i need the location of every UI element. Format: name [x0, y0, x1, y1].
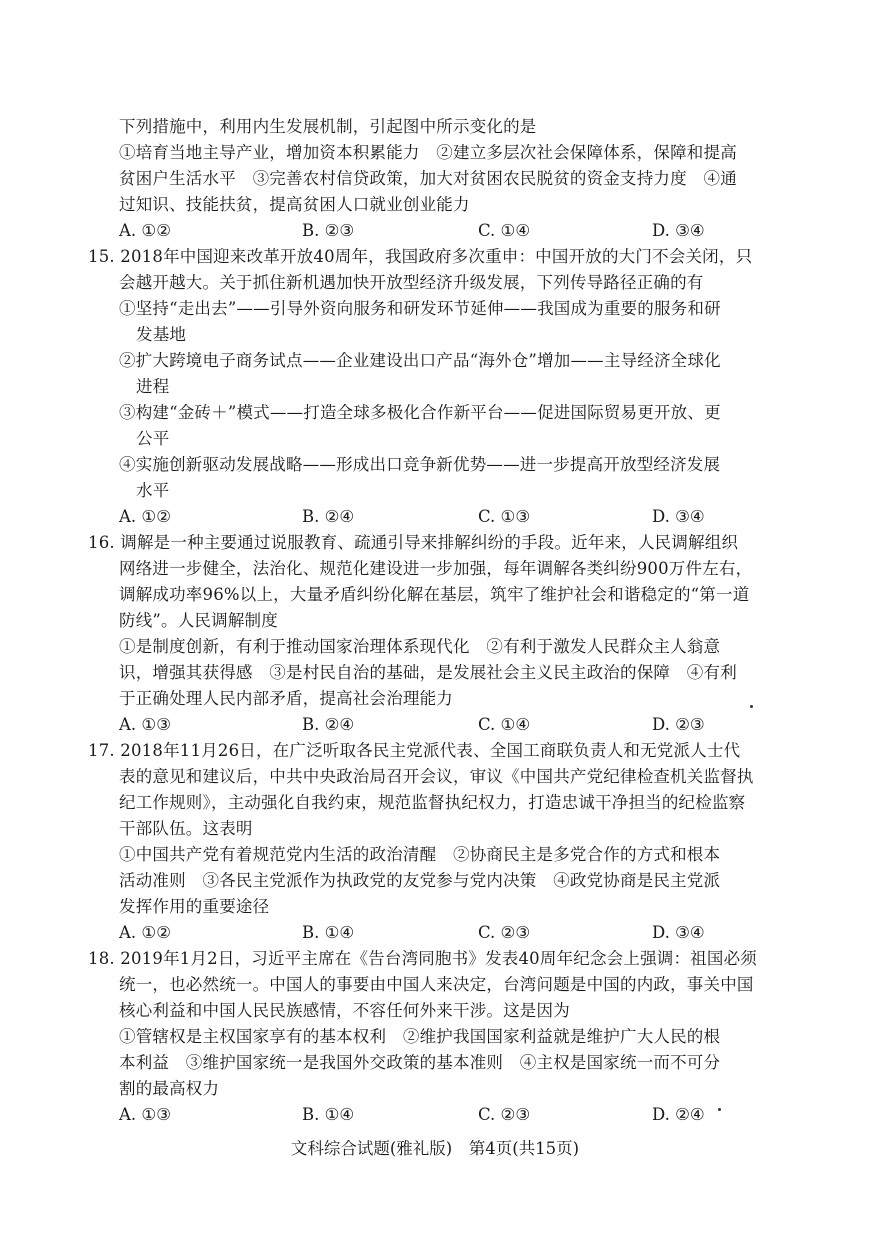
option-c: C. ②③ [478, 923, 531, 942]
option-b: B. ①④ [302, 923, 355, 942]
q14-choices-line: ①培育当地主导产业，增加资本积累能力 ②建立多层次社会保障体系，保障和提高 [119, 143, 737, 162]
q18-choices-line: ①管辖权是主权国家享有的基本权利 ②维护我国国家利益就是维护广大人民的根 [119, 1027, 721, 1046]
q16-stem: 网络进一步健全，法治化、规范化建设进一步加强，每年调解各类纠纷900万件左右， [119, 559, 753, 578]
option-b: B. ②④ [302, 715, 355, 734]
q16-stem: 16. 调解是一种主要通过说服教育、疏通引导来排解纠纷的手段。近年来，人民调解组织 [88, 533, 739, 552]
page-footer: 文科综合试题(雅礼版) 第4页(共15页) [290, 1139, 580, 1158]
q14-choices-line: 贫困户生活水平 ③完善农村信贷政策，加大对贫困农民脱贫的资金支持力度 ④通 [119, 169, 737, 188]
q15-choice: 水平 [136, 481, 170, 500]
option-a: A. ①③ [119, 1105, 171, 1124]
q15-choice: 公平 [136, 429, 170, 448]
q15-options [0, 504, 870, 530]
option-a: A. ①② [119, 221, 171, 240]
q16-choices-line: 识，增强其获得感 ③是村民自治的基础，是发展社会主义民主政治的保障 ④有利 [119, 663, 737, 682]
option-a: A. ①② [119, 923, 171, 942]
q15-stem: 会越开越大。关于抓住新机遇加快开放型经济升级发展，下列传导路径正确的有 [119, 273, 704, 292]
q17-stem: 干部队伍。这表明 [119, 819, 253, 838]
q17-choices-line: ①中国共产党有着规范党内生活的政治清醒 ②协商民主是多党合作的方式和根本 [119, 845, 721, 864]
q14-stem: 下列措施中，利用内生发展机制，引起图中所示变化的是 [119, 117, 537, 136]
scan-speck [750, 705, 753, 708]
q14-options [0, 218, 870, 244]
option-c: C. ①④ [478, 715, 531, 734]
option-a: A. ①② [119, 507, 171, 526]
q18-stem: 统一，也必然统一。中国人的事要由中国人来决定，台湾问题是中国的内政，事关中国 [119, 975, 754, 994]
scan-speck [718, 1108, 721, 1111]
q16-options [0, 712, 870, 738]
q14-choices-line: 过知识、技能扶贫，提高贫困人口就业创业能力 [119, 195, 470, 214]
q16-stem: 防线”。人民调解制度 [119, 611, 278, 630]
q16-choices-line: 于正确处理人民内部矛盾，提高社会治理能力 [119, 689, 453, 708]
q18-choices-line: 本利益 ③维护国家统一是我国外交政策的基本准则 ④主权是国家统一而不可分 [119, 1053, 721, 1072]
option-c: C. ①③ [478, 507, 531, 526]
q17-choices-line: 发挥作用的重要途径 [119, 897, 270, 916]
q17-stem: 17. 2018年11月26日，在广泛听取各民主党派代表、全国工商联负责人和无党派人士代 [88, 741, 741, 760]
option-b: B. ①④ [302, 1105, 355, 1124]
option-c: C. ②③ [478, 1105, 531, 1124]
option-b: B. ②④ [302, 507, 355, 526]
q16-stem: 调解成功率96%以上，大量矛盾纠纷化解在基层，筑牢了维护社会和谐稳定的“第一道 [119, 585, 750, 604]
q18-stem: 18. 2019年1月2日，习近平主席在《告台湾同胞书》发表40周年纪念会上强调：祖国必须 [88, 949, 757, 968]
option-c: C. ①④ [478, 221, 531, 240]
q15-choice: ①坚持“走出去”——引导外资向服务和研发环节延伸——我国成为重要的服务和研 [119, 299, 721, 318]
q15-choice: ②扩大跨境电子商务试点——企业建设出口产品“海外仓”增加——主导经济全球化 [119, 351, 721, 370]
option-d: D. ③④ [652, 221, 705, 240]
option-d: D. ②④ [652, 1105, 705, 1124]
q18-stem: 核心利益和中国人民民族感情，不容任何外来干涉。这是因为 [119, 1001, 570, 1020]
q17-stem: 表的意见和建议后，中共中央政治局召开会议，审议《中国共产党纪律检查机关监督执 [119, 767, 754, 786]
option-d: D. ③④ [652, 507, 705, 526]
q15-choice: 进程 [136, 377, 170, 396]
option-a: A. ①③ [119, 715, 171, 734]
option-b: B. ②③ [302, 221, 355, 240]
option-d: D. ②③ [652, 715, 705, 734]
option-d: D. ③④ [652, 923, 705, 942]
q15-choice: ④实施创新驱动发展战略——形成出口竞争新优势——进一步提高开放型经济发展 [119, 455, 721, 474]
q17-choices-line: 活动准则 ③各民主党派作为执政党的友党参与党内决策 ④政党协商是民主党派 [119, 871, 721, 890]
q17-stem: 纪工作规则》，主动强化自我约束，规范监督执纪权力，打造忠诚干净担当的纪检监察 [119, 793, 746, 812]
q15-stem: 15. 2018年中国迎来改革开放40周年，我国政府多次重申：中国开放的大门不会关闭，只 [88, 247, 753, 266]
q15-choice: 发基地 [136, 325, 187, 344]
q16-choices-line: ①是制度创新，有利于推动国家治理体系现代化 ②有利于激发人民群众主人翁意 [119, 637, 721, 656]
q15-choice: ③构建“金砖＋”模式——打造全球多极化合作新平台——促进国际贸易更开放、更 [119, 403, 721, 422]
q17-options [0, 920, 870, 946]
q18-choices-line: 割的最高权力 [119, 1079, 220, 1098]
q18-options [0, 1102, 870, 1128]
